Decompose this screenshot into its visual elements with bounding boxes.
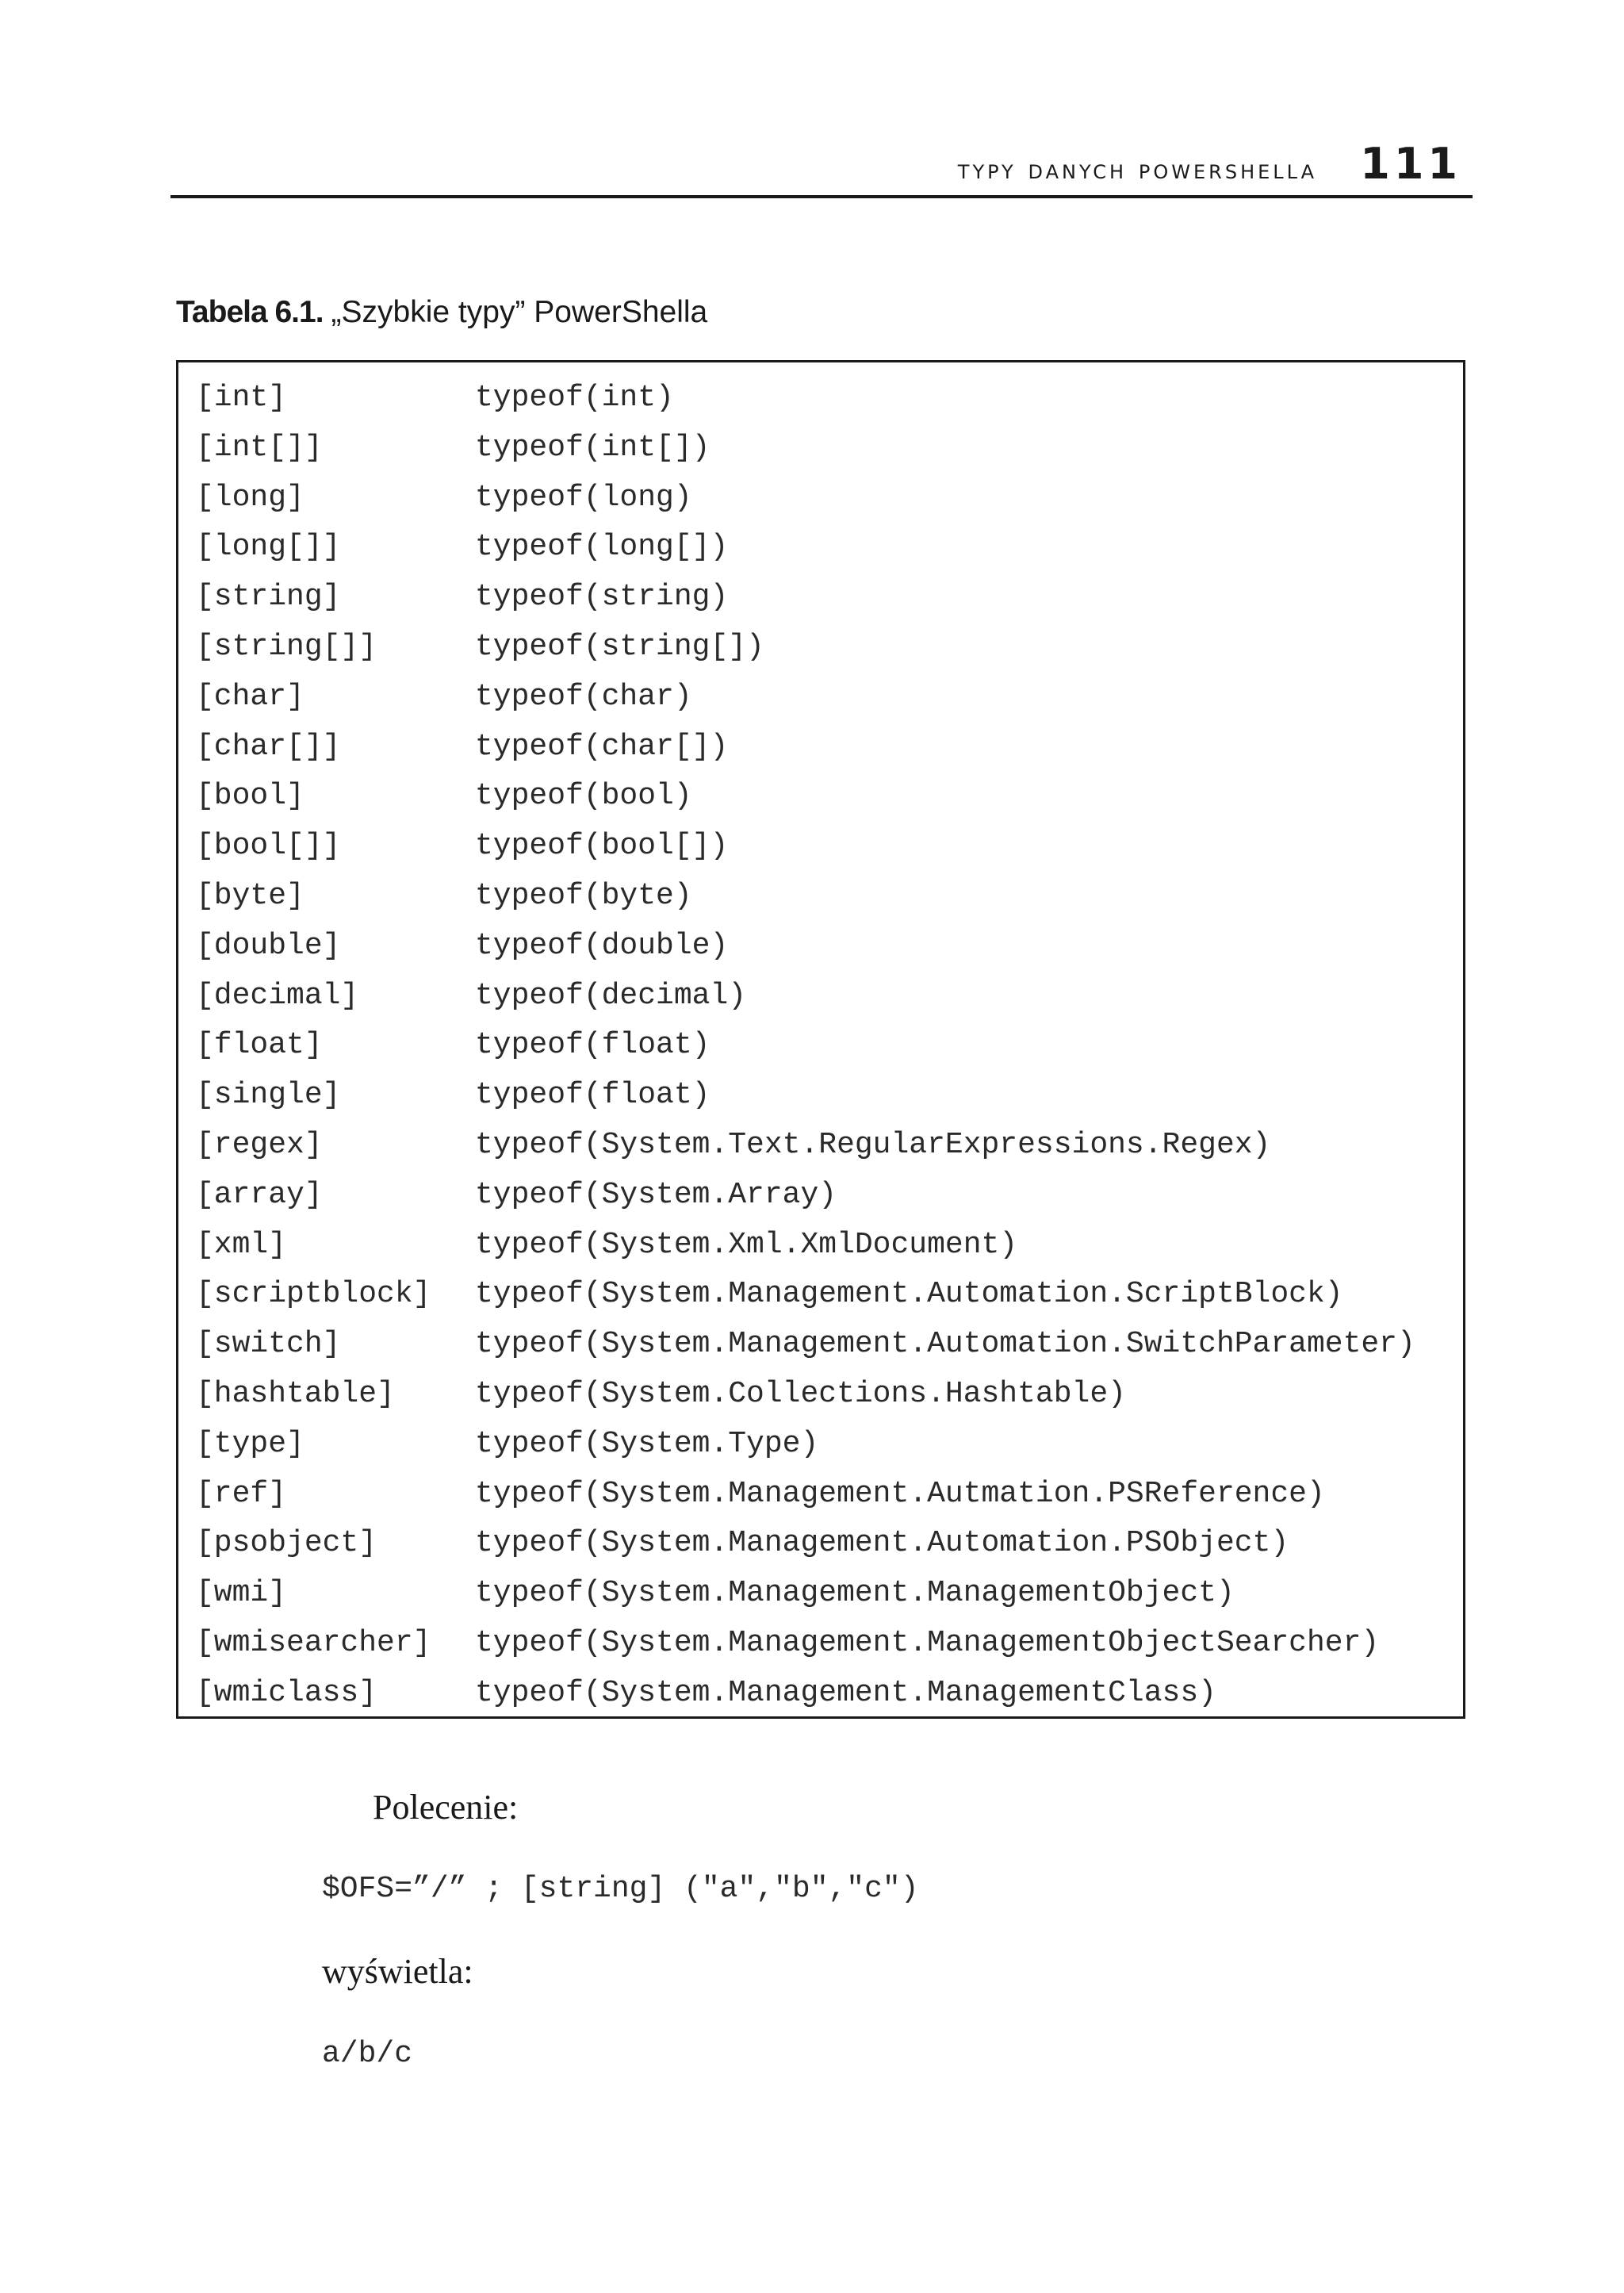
type-definition: typeof(System.Xml.XmlDocument) xyxy=(475,1227,1018,1262)
table-row xyxy=(178,424,1463,474)
type-definition: typeof(char) xyxy=(475,679,692,714)
table-row xyxy=(178,1569,1463,1619)
type-definition: typeof(string[]) xyxy=(475,629,764,664)
type-definition: typeof(System.Type) xyxy=(475,1426,819,1461)
table-row xyxy=(178,1221,1463,1271)
type-definition: typeof(System.Management.Automation.PSObject) xyxy=(475,1526,1289,1561)
type-accelerator: [int[]] xyxy=(196,430,323,465)
table-row xyxy=(178,723,1463,773)
type-accelerator: [wmi] xyxy=(196,1576,287,1611)
type-definition: typeof(System.Management.ManagementObjectSearcher) xyxy=(475,1625,1380,1660)
table-row xyxy=(178,1320,1463,1370)
table-row xyxy=(178,1619,1463,1669)
type-definition: typeof(byte) xyxy=(475,878,692,913)
type-definition: typeof(string) xyxy=(475,580,729,615)
table-row xyxy=(178,922,1463,972)
table-row xyxy=(178,1519,1463,1569)
type-accelerator: [switch] xyxy=(196,1327,341,1362)
type-definition: typeof(decimal) xyxy=(475,978,747,1013)
type-definition: typeof(float) xyxy=(475,1078,710,1113)
type-definition: typeof(System.Management.Automation.SwitchParameter) xyxy=(475,1327,1415,1362)
type-definition: typeof(double) xyxy=(475,928,729,963)
type-accelerator: [long[]] xyxy=(196,530,341,565)
table-row xyxy=(178,374,1463,424)
table-row xyxy=(178,772,1463,822)
table-row xyxy=(178,1071,1463,1121)
table-row xyxy=(178,523,1463,573)
type-accelerator: [bool] xyxy=(196,779,304,814)
type-accelerator: [byte] xyxy=(196,878,304,913)
type-accelerator: [string[]] xyxy=(196,629,377,664)
type-accelerators-table xyxy=(176,360,1465,1719)
type-definition: typeof(System.Collections.Hashtable) xyxy=(475,1376,1126,1411)
type-definition: typeof(int[]) xyxy=(475,430,710,465)
type-accelerator: [string] xyxy=(196,580,341,615)
type-definition: typeof(System.Management.ManagementObject) xyxy=(475,1576,1235,1611)
running-title: typy danych powershella xyxy=(957,154,1317,186)
type-accelerator: [wmiclass] xyxy=(196,1675,377,1710)
type-accelerator: [regex] xyxy=(196,1127,323,1162)
table-row xyxy=(178,1669,1463,1719)
table-row xyxy=(178,972,1463,1022)
table-row xyxy=(178,1420,1463,1470)
type-accelerator: [bool[]] xyxy=(196,829,341,864)
table-row xyxy=(178,573,1463,623)
output-code: a/b/c xyxy=(322,2037,413,2071)
table-row xyxy=(178,1171,1463,1221)
type-definition: typeof(long) xyxy=(475,480,692,515)
type-accelerator: [xml] xyxy=(196,1227,287,1262)
table-row xyxy=(178,1370,1463,1420)
type-definition: typeof(long[]) xyxy=(475,530,729,565)
table-row xyxy=(178,872,1463,922)
type-accelerator: [decimal] xyxy=(196,978,359,1013)
type-accelerator: [double] xyxy=(196,928,341,963)
table-row xyxy=(178,1121,1463,1171)
table-caption-text: „Szybkie typy” PowerShella xyxy=(331,295,708,329)
table-caption-label: Tabela 6.1. xyxy=(176,295,324,329)
type-accelerator: [scriptblock] xyxy=(196,1277,431,1312)
page-number: 111 xyxy=(1360,139,1461,189)
table-row xyxy=(178,1270,1463,1320)
type-accelerator: [array] xyxy=(196,1177,323,1212)
type-accelerator: [int] xyxy=(196,381,287,415)
table-row xyxy=(178,1021,1463,1071)
type-accelerator: [char[]] xyxy=(196,729,341,764)
type-definition: typeof(System.Text.RegularExpressions.Regex) xyxy=(475,1127,1271,1162)
table-row xyxy=(178,623,1463,673)
table-row xyxy=(178,1470,1463,1520)
type-definition: typeof(bool) xyxy=(475,779,692,814)
type-definition: typeof(System.Management.ManagementClass) xyxy=(475,1675,1216,1710)
table-row xyxy=(178,474,1463,523)
type-definition: typeof(float) xyxy=(475,1028,710,1063)
type-accelerator: [char] xyxy=(196,679,304,714)
command-code: $OFS=”/” ; [string] ("a","b","c") xyxy=(322,1872,919,1906)
type-definition: typeof(char[]) xyxy=(475,729,729,764)
type-accelerator: [ref] xyxy=(196,1476,287,1511)
type-definition: typeof(System.Management.Automation.ScriptBlock) xyxy=(475,1277,1343,1312)
output-label: wyświetla: xyxy=(322,1952,473,1991)
type-definition: typeof(System.Management.Autmation.PSReference) xyxy=(475,1476,1325,1511)
type-accelerator: [psobject] xyxy=(196,1526,377,1561)
table-row xyxy=(178,822,1463,872)
type-accelerator: [wmisearcher] xyxy=(196,1625,431,1660)
type-definition: typeof(int) xyxy=(475,381,674,415)
type-accelerator: [long] xyxy=(196,480,304,515)
type-accelerator: [float] xyxy=(196,1028,323,1063)
type-definition: typeof(bool[]) xyxy=(475,829,729,864)
command-label: Polecenie: xyxy=(373,1788,519,1827)
running-header xyxy=(170,135,1473,198)
table-caption xyxy=(176,295,707,330)
type-definition: typeof(System.Array) xyxy=(475,1177,837,1212)
table-row xyxy=(178,673,1463,723)
type-accelerator: [single] xyxy=(196,1078,341,1113)
type-accelerator: [type] xyxy=(196,1426,304,1461)
type-accelerator: [hashtable] xyxy=(196,1376,395,1411)
